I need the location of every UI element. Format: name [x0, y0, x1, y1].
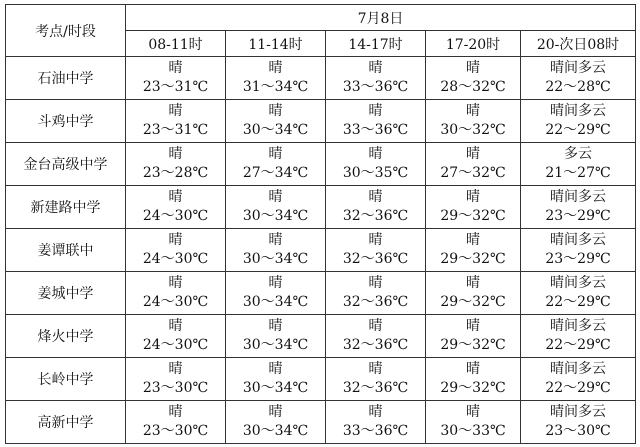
- station-name: 斗鸡中学: [6, 100, 126, 143]
- forecast-cell: [426, 143, 521, 186]
- temperature-range: 28～32℃: [440, 79, 506, 95]
- weather-text: 晴: [368, 275, 383, 291]
- temperature-range: 32～36℃: [342, 208, 409, 224]
- weather-text: 晴: [168, 146, 183, 162]
- forecast-cell: [126, 229, 226, 272]
- forecast-cell: [126, 358, 226, 401]
- forecast-cell: [226, 401, 326, 444]
- weather-text: 晴: [368, 318, 383, 334]
- forecast-cell: [521, 358, 636, 401]
- temperature-range: 30～34℃: [242, 337, 309, 353]
- forecast-cell: [226, 229, 326, 272]
- temperature-range: 29～32℃: [440, 337, 506, 353]
- station-name: 石油中学: [6, 57, 126, 100]
- forecast-cell: [521, 100, 636, 143]
- forecast-cell: [426, 315, 521, 358]
- temperature-range: 22～28℃: [545, 79, 611, 95]
- temperature-range: 24～30℃: [142, 251, 209, 267]
- forecast-cell: [521, 229, 636, 272]
- weather-text: 晴: [466, 60, 480, 76]
- weather-text: 晴: [466, 103, 480, 119]
- weather-text: 晴: [268, 361, 283, 377]
- forecast-cell: [521, 57, 636, 100]
- weather-text: 晴: [268, 60, 283, 76]
- header-row-date: [6, 5, 636, 31]
- period-header: 08-11时: [126, 31, 226, 57]
- weather-text: 晴: [268, 318, 283, 334]
- forecast-cell: [226, 143, 326, 186]
- temperature-range: 22～29℃: [545, 380, 611, 396]
- forecast-cell: [521, 272, 636, 315]
- temperature-range: 29～32℃: [440, 208, 506, 224]
- forecast-cell: [126, 186, 226, 229]
- forecast-cell: [326, 229, 426, 272]
- temperature-range: 30～33℃: [440, 423, 506, 439]
- temperature-range: 30～34℃: [242, 122, 309, 138]
- weather-text: 晴: [466, 232, 480, 248]
- weather-text: 晴: [368, 146, 383, 162]
- weather-text: 晴: [268, 103, 283, 119]
- weather-text: 晴: [466, 189, 480, 205]
- weather-text: 晴间多云: [550, 404, 607, 420]
- weather-text: 晴间多云: [550, 189, 607, 205]
- forecast-cell: [226, 315, 326, 358]
- temperature-range: 32～36℃: [342, 251, 409, 267]
- date-header: 7月8日: [126, 5, 636, 31]
- temperature-range: 23～30℃: [142, 380, 209, 396]
- forecast-body: [6, 57, 636, 444]
- forecast-cell: [426, 272, 521, 315]
- forecast-cell: [126, 401, 226, 444]
- weather-text: 晴: [268, 189, 283, 205]
- weather-text: 晴: [168, 189, 183, 205]
- forecast-cell: [326, 401, 426, 444]
- weather-text: 晴: [368, 189, 383, 205]
- forecast-table: [5, 4, 636, 444]
- weather-text: 晴: [168, 232, 183, 248]
- table-row: [6, 186, 636, 229]
- weather-text: 晴: [466, 361, 480, 377]
- temperature-range: 22～29℃: [545, 294, 611, 310]
- temperature-range: 31～34℃: [242, 79, 309, 95]
- forecast-cell: [426, 401, 521, 444]
- temperature-range: 21～27℃: [545, 165, 611, 181]
- weather-text: 晴: [368, 361, 383, 377]
- corner-header: 考点/时段: [6, 5, 126, 57]
- table-row: [6, 229, 636, 272]
- station-name: 长岭中学: [6, 358, 126, 401]
- station-name: 高新中学: [6, 401, 126, 444]
- forecast-cell: [226, 57, 326, 100]
- weather-text: 晴: [268, 404, 283, 420]
- forecast-cell: [426, 358, 521, 401]
- temperature-range: 30～34℃: [242, 294, 309, 310]
- temperature-range: 22～29℃: [545, 337, 611, 353]
- temperature-range: 27～32℃: [440, 165, 506, 181]
- period-header: 17-20时: [426, 31, 521, 57]
- forecast-cell: [326, 100, 426, 143]
- table-row: [6, 272, 636, 315]
- temperature-range: 24～30℃: [142, 208, 209, 224]
- temperature-range: 30～35℃: [342, 165, 409, 181]
- period-header: 20-次日08时: [521, 31, 636, 57]
- forecast-cell: [326, 315, 426, 358]
- temperature-range: 23～31℃: [142, 79, 209, 95]
- weather-text: 晴间多云: [550, 103, 607, 119]
- temperature-range: 33～36℃: [342, 122, 409, 138]
- table-row: [6, 100, 636, 143]
- temperature-range: 23～31℃: [142, 122, 209, 138]
- forecast-cell: [326, 272, 426, 315]
- temperature-range: 23～30℃: [545, 423, 611, 439]
- forecast-cell: [126, 143, 226, 186]
- temperature-range: 30～34℃: [242, 208, 309, 224]
- temperature-range: 32～36℃: [342, 337, 409, 353]
- weather-text: 晴: [466, 146, 480, 162]
- weather-text: 多云: [564, 146, 593, 162]
- temperature-range: 30～34℃: [242, 423, 309, 439]
- period-header: 11-14时: [226, 31, 326, 57]
- table-row: [6, 315, 636, 358]
- forecast-cell: [426, 186, 521, 229]
- weather-text: 晴间多云: [550, 232, 607, 248]
- forecast-cell: [521, 315, 636, 358]
- forecast-cell: [326, 186, 426, 229]
- forecast-cell: [226, 358, 326, 401]
- station-name: 烽火中学: [6, 315, 126, 358]
- period-header: 14-17时: [326, 31, 426, 57]
- weather-text: 晴: [168, 318, 183, 334]
- weather-text: 晴: [168, 361, 183, 377]
- forecast-cell: [521, 143, 636, 186]
- forecast-cell: [521, 186, 636, 229]
- forecast-cell: [126, 57, 226, 100]
- weather-text: 晴: [466, 275, 480, 291]
- weather-text: 晴: [368, 404, 383, 420]
- weather-text: 晴: [368, 232, 383, 248]
- weather-text: 晴: [466, 318, 480, 334]
- temperature-range: 30～34℃: [242, 251, 309, 267]
- temperature-range: 23～28℃: [142, 165, 209, 181]
- weather-text: 晴: [466, 404, 480, 420]
- weather-text: 晴: [168, 60, 183, 76]
- temperature-range: 32～36℃: [342, 294, 409, 310]
- temperature-range: 23～29℃: [545, 208, 611, 224]
- temperature-range: 24～30℃: [142, 337, 209, 353]
- weather-text: 晴: [368, 60, 383, 76]
- weather-text: 晴: [268, 275, 283, 291]
- weather-text: 晴: [368, 103, 383, 119]
- weather-text: 晴: [168, 103, 183, 119]
- temperature-range: 32～36℃: [342, 380, 409, 396]
- station-name: 新建路中学: [6, 186, 126, 229]
- weather-text: 晴间多云: [550, 60, 607, 76]
- station-name: 金台高级中学: [6, 143, 126, 186]
- weather-text: 晴: [168, 275, 183, 291]
- temperature-range: 29～32℃: [440, 251, 506, 267]
- table-row: [6, 401, 636, 444]
- temperature-range: 22～29℃: [545, 122, 611, 138]
- forecast-cell: [426, 229, 521, 272]
- forecast-cell: [226, 272, 326, 315]
- temperature-range: 29～32℃: [440, 294, 506, 310]
- temperature-range: 33～36℃: [342, 79, 409, 95]
- forecast-cell: [426, 100, 521, 143]
- table-row: [6, 358, 636, 401]
- forecast-cell: [521, 401, 636, 444]
- temperature-range: 30～34℃: [242, 380, 309, 396]
- temperature-range: 24～30℃: [142, 294, 209, 310]
- station-name: 姜城中学: [6, 272, 126, 315]
- temperature-range: 29～32℃: [440, 380, 506, 396]
- temperature-range: 27～34℃: [242, 165, 309, 181]
- forecast-cell: [326, 143, 426, 186]
- forecast-cell: [126, 100, 226, 143]
- temperature-range: 30～32℃: [440, 122, 506, 138]
- temperature-range: 33～36℃: [342, 423, 409, 439]
- forecast-cell: [326, 358, 426, 401]
- forecast-cell: [126, 315, 226, 358]
- table-row: [6, 57, 636, 100]
- weather-text: 晴: [268, 146, 283, 162]
- forecast-cell: [326, 57, 426, 100]
- forecast-cell: [226, 186, 326, 229]
- weather-text: 晴间多云: [550, 318, 607, 334]
- weather-text: 晴间多云: [550, 361, 607, 377]
- forecast-cell: [226, 100, 326, 143]
- forecast-cell: [126, 272, 226, 315]
- temperature-range: 23～30℃: [142, 423, 209, 439]
- temperature-range: 23～29℃: [545, 251, 611, 267]
- table-row: [6, 143, 636, 186]
- station-name: 姜谭联中: [6, 229, 126, 272]
- weather-text: 晴: [268, 232, 283, 248]
- weather-text: 晴间多云: [550, 275, 607, 291]
- weather-text: 晴: [168, 404, 183, 420]
- forecast-cell: [426, 57, 521, 100]
